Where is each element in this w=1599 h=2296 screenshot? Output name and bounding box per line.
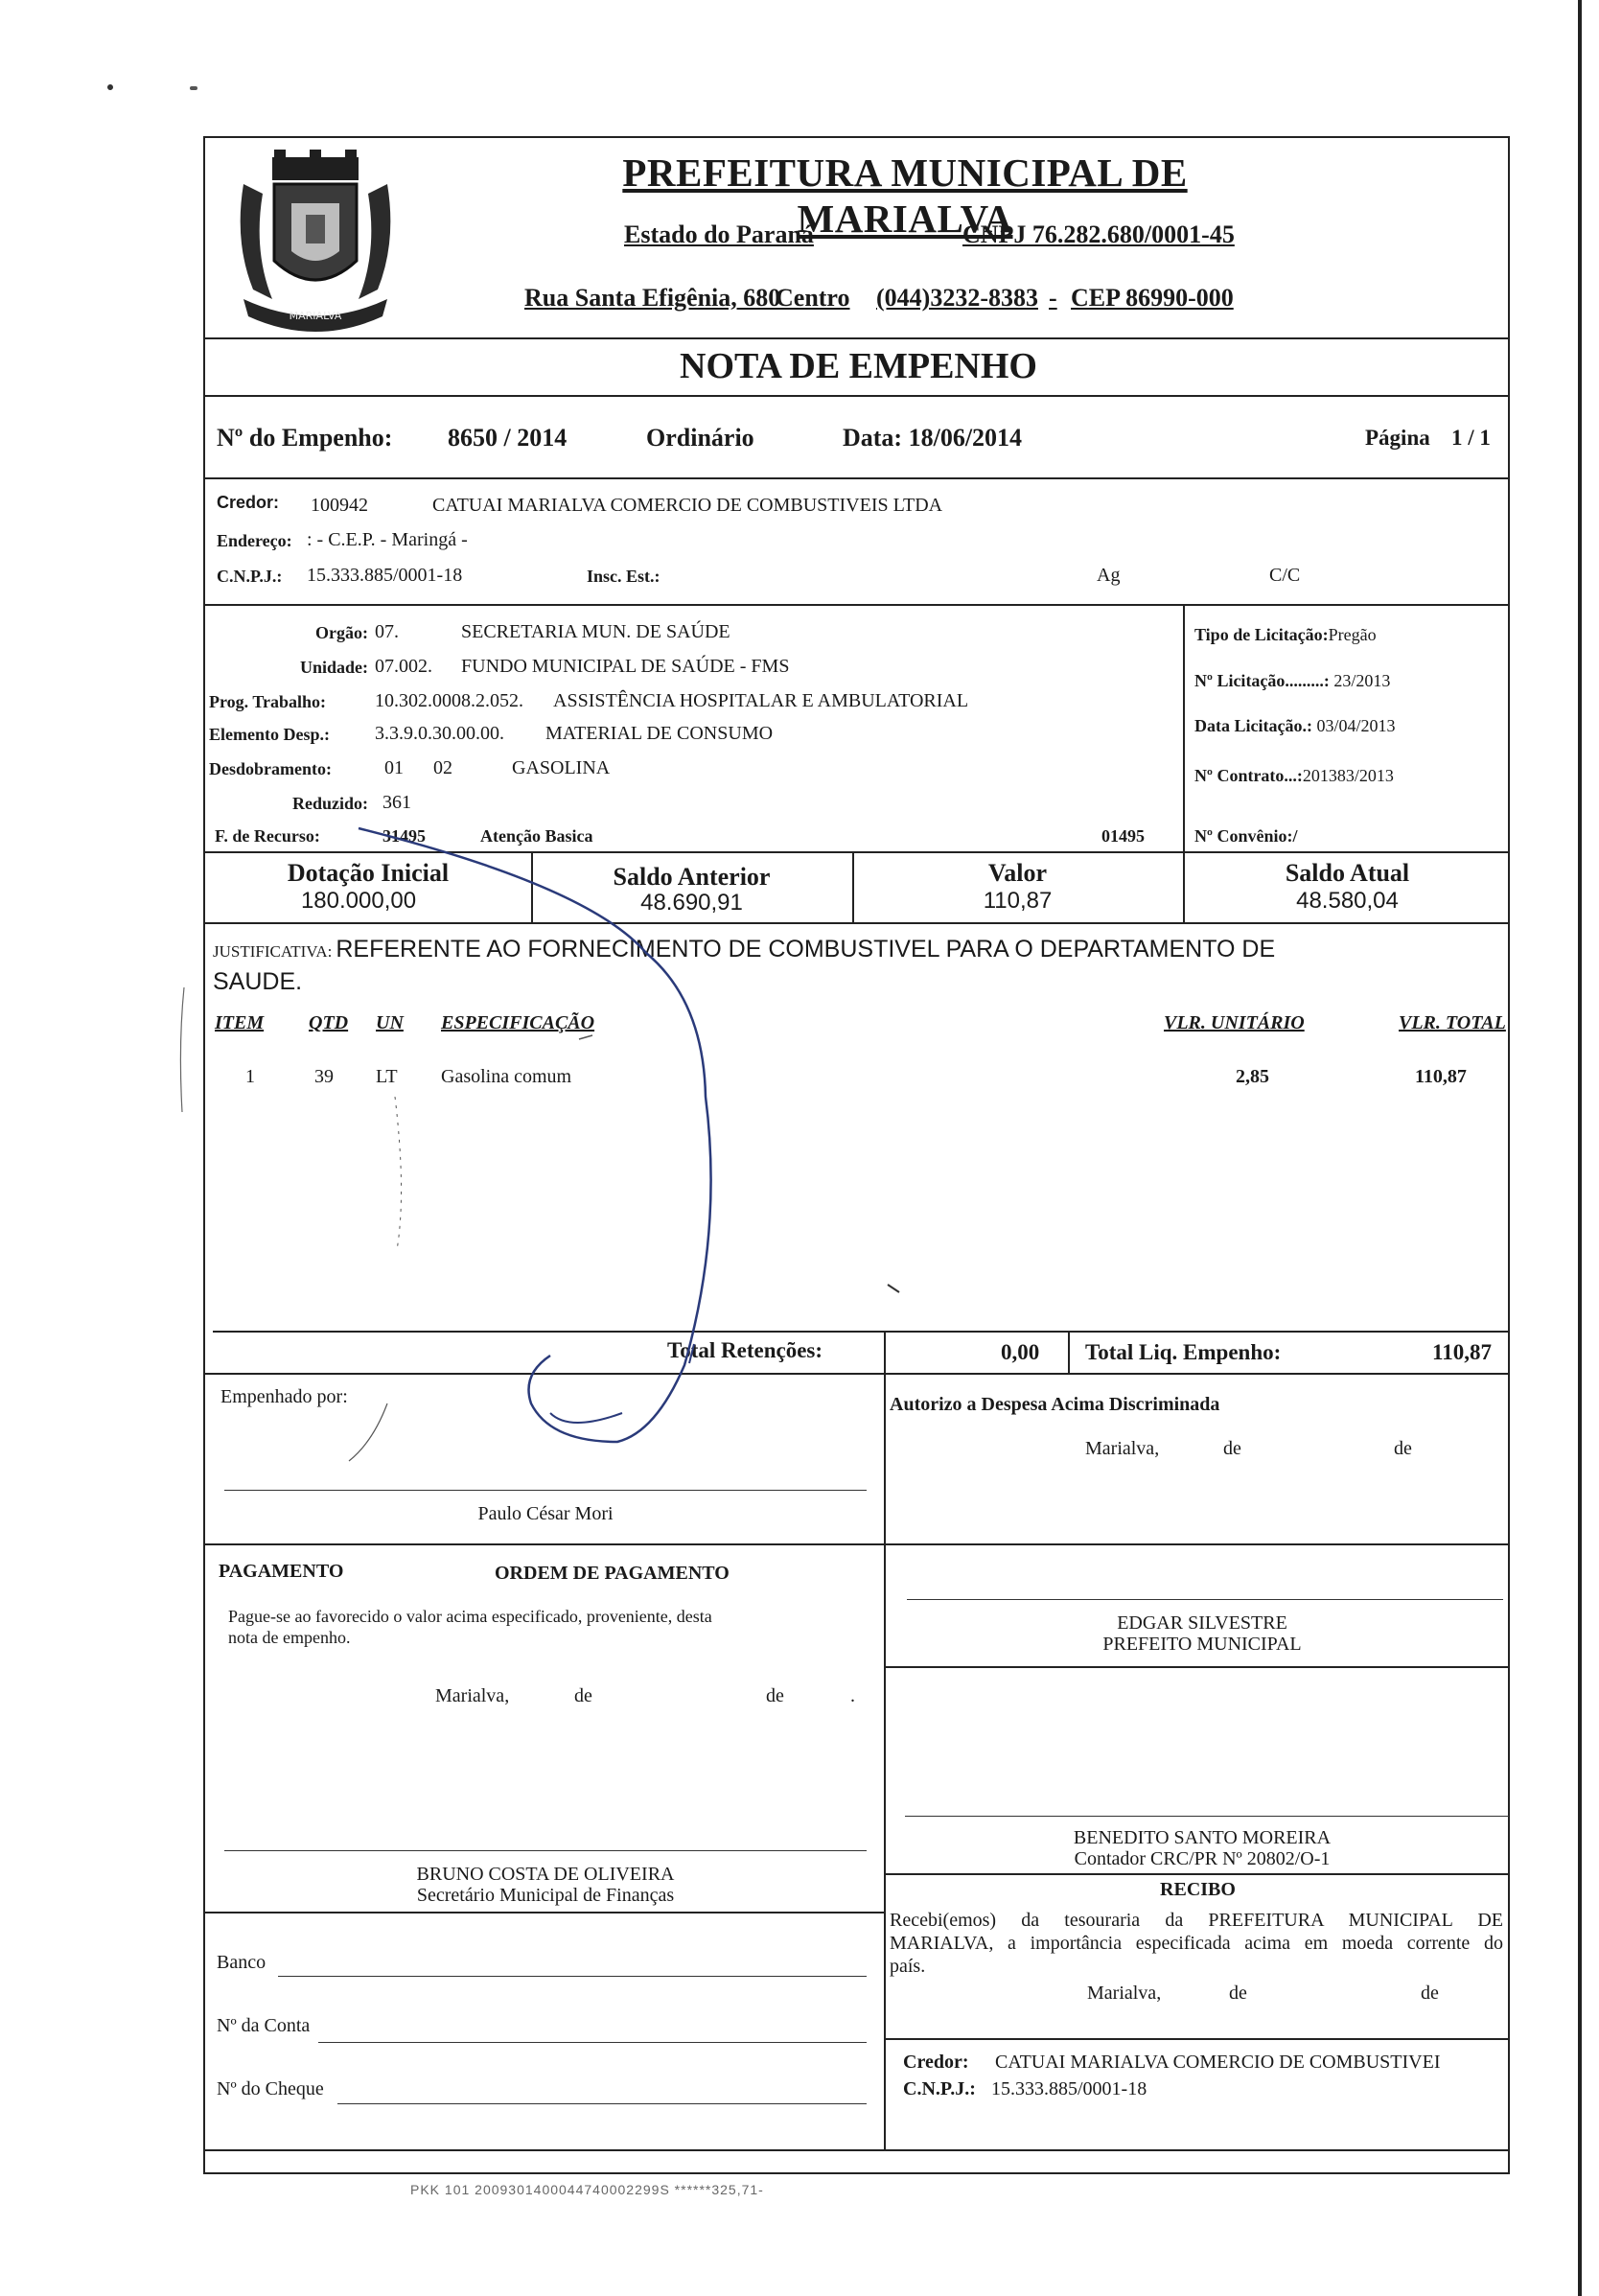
- svg-text:MARIALVA: MARIALVA: [289, 310, 342, 322]
- row-un: LT: [376, 1066, 398, 1087]
- header-district: Centro: [776, 284, 850, 312]
- total-liq-label: Total Liq. Empenho:: [1085, 1340, 1282, 1364]
- saldo-anterior-label: Saldo Anterior: [613, 863, 771, 891]
- numero-licitacao-value: 23/2013: [1333, 671, 1391, 690]
- valor-value: 110,87: [983, 888, 1053, 914]
- cheque-label: Nº do Cheque: [217, 2078, 324, 2099]
- saldo-atual-label: Saldo Atual: [1285, 859, 1410, 887]
- scan-mark: [190, 86, 197, 90]
- pagamento-period: .: [850, 1685, 855, 1706]
- secretario-name: BRUNO COSTA DE OLIVEIRA: [416, 1864, 675, 1885]
- recibo-de2: de: [1421, 1983, 1439, 2004]
- recibo-city: Marialva,: [1087, 1983, 1162, 2004]
- contador-name: BENEDITO SANTO MOREIRA: [1073, 1827, 1332, 1848]
- tipo-licitacao-value: Pregão: [1328, 625, 1377, 644]
- pagamento-city: Marialva,: [435, 1685, 510, 1706]
- header-state: Estado do Paraná: [624, 220, 814, 248]
- pagamento-text1: Pague-se ao favorecido o valor acima especificado, proveniente, desta: [228, 1607, 712, 1626]
- col-item-header: ITEM: [215, 1012, 265, 1033]
- desd-b: 02: [433, 757, 452, 778]
- recurso-code: 01495: [1101, 826, 1145, 846]
- empenhado-signer: Paulo César Mori: [477, 1503, 614, 1524]
- prog-name: ASSISTÊNCIA HOSPITALAR E AMBULATORIAL: [553, 690, 969, 711]
- contador-role: Contador CRC/PR Nº 20802/O-1: [1074, 1848, 1331, 1869]
- row-spec: Gasolina comum: [441, 1066, 572, 1087]
- prefeito-name: EDGAR SILVESTRE: [1117, 1612, 1287, 1634]
- total-retencoes-label: Total Retenções:: [667, 1338, 823, 1362]
- footer-code: PKK 101 2009301400044740002299S ******325,71-: [410, 2182, 764, 2197]
- reduzido-label: Reduzido:: [291, 794, 368, 813]
- recibo-cnpj-value: 15.333.885/0001-18: [991, 2078, 1147, 2099]
- recibo-cnpj-label: C.N.P.J.:: [903, 2078, 976, 2099]
- dotacao-inicial-label: Dotação Inicial: [287, 859, 450, 887]
- scan-mark: [106, 83, 114, 91]
- recurso-label: F. de Recurso:: [215, 826, 320, 846]
- empenho-number: 8650 / 2014: [448, 424, 568, 452]
- orgao-label: Orgão:: [315, 623, 368, 642]
- row-item: 1: [245, 1066, 255, 1087]
- cnpj-label: C.N.P.J.:: [217, 567, 283, 586]
- pagamento-label: PAGAMENTO: [219, 1561, 344, 1582]
- elem-label: Elemento Desp.:: [209, 725, 330, 744]
- empenho-date: Data: 18/06/2014: [843, 424, 1023, 452]
- saldo-atual-value: 48.580,04: [1296, 888, 1399, 914]
- valor-label: Valor: [987, 859, 1048, 887]
- margin-pen-mark: [173, 987, 192, 1112]
- nota-de-empenho-document: [203, 136, 1510, 2174]
- numero-licitacao-label: Nº Licitação.........:: [1194, 671, 1330, 690]
- empenhado-label: Empenhado por:: [220, 1386, 348, 1407]
- elem-name: MATERIAL DE CONSUMO: [545, 723, 774, 744]
- empenho-type: Ordinário: [646, 424, 754, 452]
- prog-label: Prog. Trabalho:: [209, 692, 327, 711]
- ordem-pagamento-title: ORDEM DE PAGAMENTO: [495, 1563, 730, 1584]
- row-qtd: 39: [314, 1066, 334, 1087]
- recibo-title: RECIBO: [1160, 1879, 1236, 1900]
- prog-code: 10.302.0008.2.052.: [375, 690, 523, 711]
- justificativa-line1: REFERENTE AO FORNECIMENTO DE COMBUSTIVEL PARA O DEPARTAMENTO DE: [336, 936, 1276, 962]
- saldo-anterior-value: 48.690,91: [640, 890, 743, 916]
- data-licitacao-value: 03/04/2013: [1316, 716, 1396, 735]
- header-address: Rua Santa Efigênia, 680: [524, 284, 781, 312]
- contrato-label: Nº Contrato...:: [1194, 766, 1303, 785]
- credor-name: CATUAI MARIALVA COMERCIO DE COMBUSTIVEIS LTDA: [432, 495, 943, 516]
- header-phone: (044)3232-8383: [876, 284, 1038, 312]
- secretario-role: Secretário Municipal de Finanças: [416, 1885, 675, 1906]
- total-retencoes-value: 0,00: [1001, 1340, 1040, 1364]
- autorizo-de1: de: [1223, 1438, 1241, 1459]
- autorizo-title: Autorizo a Despesa Acima Discriminada: [890, 1394, 1220, 1415]
- recurso-name: Atenção Basica: [480, 826, 593, 846]
- prefeito-role: PREFEITO MUNICIPAL: [1102, 1634, 1302, 1655]
- credor-code: 100942: [311, 495, 368, 516]
- dotacao-inicial-value: 180.000,00: [300, 888, 417, 914]
- autorizo-city: Marialva,: [1085, 1438, 1160, 1459]
- col-qtd-header: QTD: [309, 1012, 349, 1033]
- unidade-label: Unidade:: [299, 658, 368, 677]
- unidade-name: FUNDO MUNICIPAL DE SAÚDE - FMS: [461, 656, 790, 677]
- pagamento-de1: de: [574, 1685, 592, 1706]
- insc-label: Insc. Est.:: [587, 567, 660, 586]
- desd-name: GASOLINA: [512, 757, 611, 778]
- row-unit: 2,85: [1236, 1066, 1269, 1087]
- recibo-credor-label: Credor:: [903, 2052, 969, 2073]
- address-label: Endereço:: [217, 531, 292, 550]
- col-spec-header: ESPECIFICAÇÃO: [441, 1012, 595, 1033]
- orgao-name: SECRETARIA MUN. DE SAÚDE: [461, 621, 730, 642]
- cc-label: C/C: [1269, 565, 1301, 586]
- autorizo-de2: de: [1394, 1438, 1412, 1459]
- tipo-licitacao-label: Tipo de Licitação:: [1194, 625, 1329, 644]
- justificativa-label: JUSTIFICATIVA:: [213, 942, 333, 961]
- scan-edge: [1578, 0, 1582, 2296]
- page-label: Página: [1365, 426, 1430, 450]
- address-value: : - C.E.P. - Maringá -: [307, 529, 468, 550]
- elem-code: 3.3.9.0.30.00.00.: [375, 723, 504, 744]
- header-title: PREFEITURA MUNICIPAL DE MARIALVA: [622, 151, 1188, 241]
- header-cnpj: CNPJ 76.282.680/0001-45: [962, 220, 1235, 248]
- orgao-code: 07.: [375, 621, 399, 642]
- total-liq-value: 110,87: [1432, 1340, 1492, 1364]
- document-title: NOTA DE EMPENHO: [680, 346, 1037, 386]
- recibo-credor-value: CATUAI MARIALVA COMERCIO DE COMBUSTIVEI: [995, 2052, 1441, 2073]
- header-dash: -: [1049, 284, 1057, 312]
- justificativa-line2: SAUDE.: [213, 968, 303, 995]
- handwritten-signature: [205, 138, 1512, 2176]
- recibo-line1: Recebi(emos) da tesouraria da PREFEITURA MUNICIPAL DE: [890, 1910, 1503, 1931]
- col-un-header: UN: [376, 1012, 404, 1033]
- recurso-value: 31495: [382, 826, 426, 846]
- ag-label: Ag: [1097, 565, 1121, 586]
- banco-label: Banco: [217, 1952, 266, 1973]
- recibo-line3: país.: [890, 1956, 926, 1977]
- empenho-label: Nº do Empenho:: [217, 424, 393, 452]
- desd-label: Desdobramento:: [209, 759, 332, 778]
- recibo-de1: de: [1229, 1983, 1247, 2004]
- recibo-line2: MARIALVA, a importância especificada acima em moeda corrente do: [890, 1933, 1503, 1954]
- contrato-value: 201383/2013: [1302, 766, 1394, 785]
- reduzido-value: 361: [382, 792, 411, 813]
- convenio-label: Nº Convênio:/: [1194, 826, 1298, 846]
- pagamento-de2: de: [766, 1685, 784, 1706]
- cnpj-value: 15.333.885/0001-18: [307, 565, 463, 586]
- row-total: 110,87: [1415, 1066, 1467, 1087]
- conta-label: Nº da Conta: [217, 2015, 311, 2036]
- pagamento-text2: nota de empenho.: [228, 1628, 351, 1647]
- page-value: 1 / 1: [1451, 426, 1491, 450]
- data-licitacao-label: Data Licitação.:: [1194, 716, 1312, 735]
- col-unit-header: VLR. UNITÁRIO: [1164, 1012, 1305, 1033]
- credor-label: Credor:: [217, 493, 280, 512]
- col-total-header: VLR. TOTAL: [1399, 1012, 1506, 1033]
- unidade-code: 07.002.: [375, 656, 432, 677]
- desd-a: 01: [384, 757, 404, 778]
- header-cep: CEP 86990-000: [1071, 284, 1234, 312]
